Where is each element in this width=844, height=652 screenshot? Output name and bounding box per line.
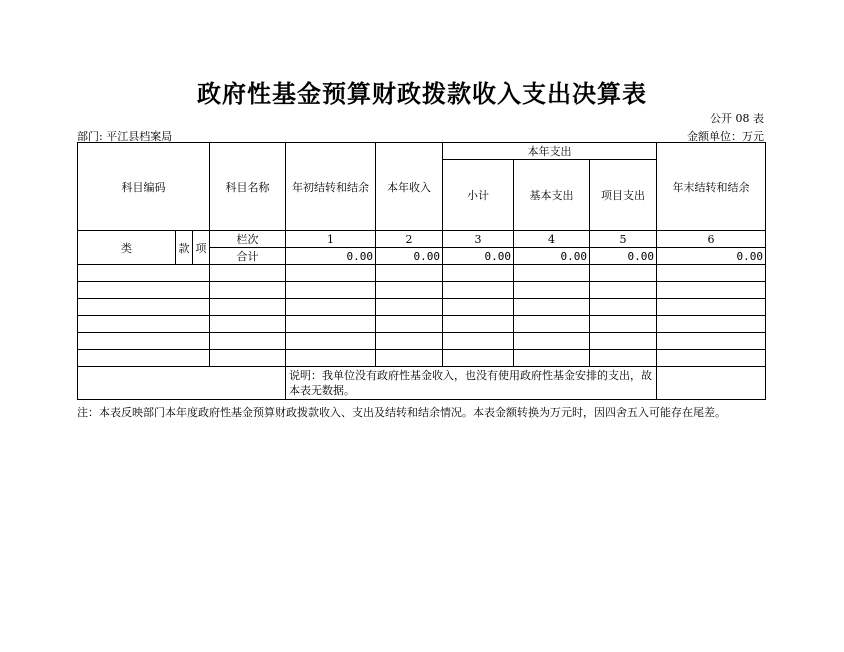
column-number: 6: [657, 231, 766, 248]
header-class: 类: [78, 231, 176, 265]
note-row: [78, 367, 766, 400]
header-project-expense: 项目支出: [590, 160, 657, 231]
header-current-income: 本年收入: [376, 143, 443, 231]
column-number: 5: [590, 231, 657, 248]
total-value: 0.00: [376, 248, 443, 265]
header-row-1: [78, 143, 766, 160]
column-number: 1: [286, 231, 376, 248]
header-basic-expense: 基本支出: [514, 160, 590, 231]
footnote: 注：本表反映部门本年度政府性基金预算财政拨款收入、支出及结转和结余情况。本表金额转换为万元时，因四舍五入可能存在尾差。: [77, 406, 726, 419]
column-number: 3: [443, 231, 514, 248]
report-title: 政府性基金预算财政拨款收入支出决算表: [197, 80, 647, 108]
table-note: 说明：我单位没有政府性基金收入，也没有使用政府性基金安排的支出，故本表无数据。: [286, 367, 657, 400]
empty-row: [78, 299, 766, 316]
total-value: 0.00: [286, 248, 376, 265]
column-no-label: 栏次: [210, 231, 286, 248]
column-number: 2: [376, 231, 443, 248]
amount-unit-label: 金额单位：万元: [687, 130, 764, 143]
column-number: 4: [514, 231, 590, 248]
total-value: 0.00: [590, 248, 657, 265]
header-closing-balance: 年末结转和结余: [657, 143, 766, 231]
form-number: 公开 08 表: [710, 112, 764, 125]
header-subject-name: 科目名称: [210, 143, 286, 231]
total-label: 合计: [210, 248, 286, 265]
header-subject-code: 科目编码: [78, 143, 210, 231]
total-value: 0.00: [514, 248, 590, 265]
column-number-row: [78, 231, 766, 248]
header-opening-balance: 年初结转和结余: [286, 143, 376, 231]
empty-row: [78, 333, 766, 350]
budget-table: [77, 142, 766, 400]
total-value: 0.00: [443, 248, 514, 265]
header-item: 项: [193, 231, 210, 265]
department-label: 部门: 平江县档案局: [77, 130, 173, 143]
empty-row: [78, 316, 766, 333]
header-subtotal: 小计: [443, 160, 514, 231]
empty-row: [78, 350, 766, 367]
header-current-expense: 本年支出: [443, 143, 657, 160]
header-section: 款: [176, 231, 193, 265]
empty-row: [78, 282, 766, 299]
total-value: 0.00: [657, 248, 766, 265]
empty-row: [78, 265, 766, 282]
